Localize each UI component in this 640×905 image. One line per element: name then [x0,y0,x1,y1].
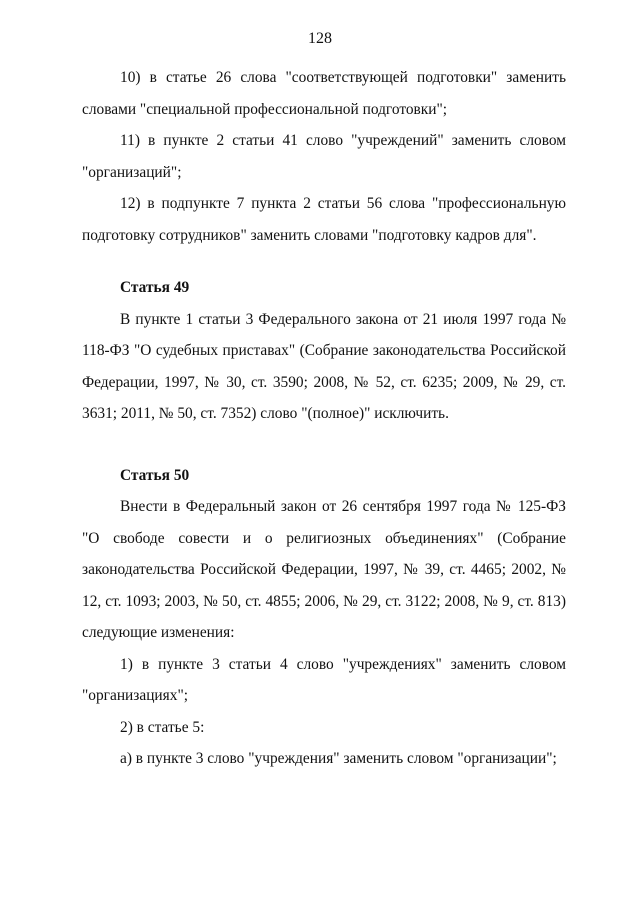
article-50-intro: Внести в Федеральный закон от 26 сентября 1997 года № 125-ФЗ "О свободе совести и о религиозных объединениях" (Собрание законодательства Российской Федерации, 1997, № 39, ст. 4465; 2002, № 12, ст. 1093; 2003, № 50, ст. 4855; 2006, № 29, ст. 3122; 2008, № 9, ст. 813) следующие изменения: [82,498,566,641]
list-item-10: 10) в статье 26 слова "соответствующей подготовки" заменить словами "специальной профессиональной подготовки"; [82,69,566,118]
article-50-item-2: 2) в статье 5: [120,718,205,736]
section-spacer [82,251,566,272]
article-50-heading: Статья 50 [120,466,190,484]
list-item-11: 11) в пункте 2 статьи 41 слово "учреждений" заменить словом "организаций"; [82,132,566,181]
list-item-12: 12) в подпункте 7 пункта 2 статьи 56 слова "профессиональную подготовку сотрудников" заменить словами "подготовку кадров для". [82,195,566,244]
article-50-item-2a: а) в пункте 3 слово "учреждения" заменить словом "организации"; [120,750,557,767]
article-50-item-1: 1) в пункте 3 статьи 4 слово "учреждениях" заменить словом "организациях"; [82,655,566,704]
document-body [82,62,566,775]
article-49-text: В пункте 1 статьи 3 Федерального закона от 21 июля 1997 года № 118-ФЗ "О судебных приставах" (Собрание законодательства Российской Федерации, 1997, № 30, ст. 3590; 2008, № 52, ст. 6235; 2009, № 29, ст. 3631; 2011, № 50, ст. 7352) слово "(полное)" исключить. [82,310,566,422]
article-49-heading: Статья 49 [120,279,190,296]
page-number: 128 [308,30,332,47]
section-spacer [82,430,566,460]
